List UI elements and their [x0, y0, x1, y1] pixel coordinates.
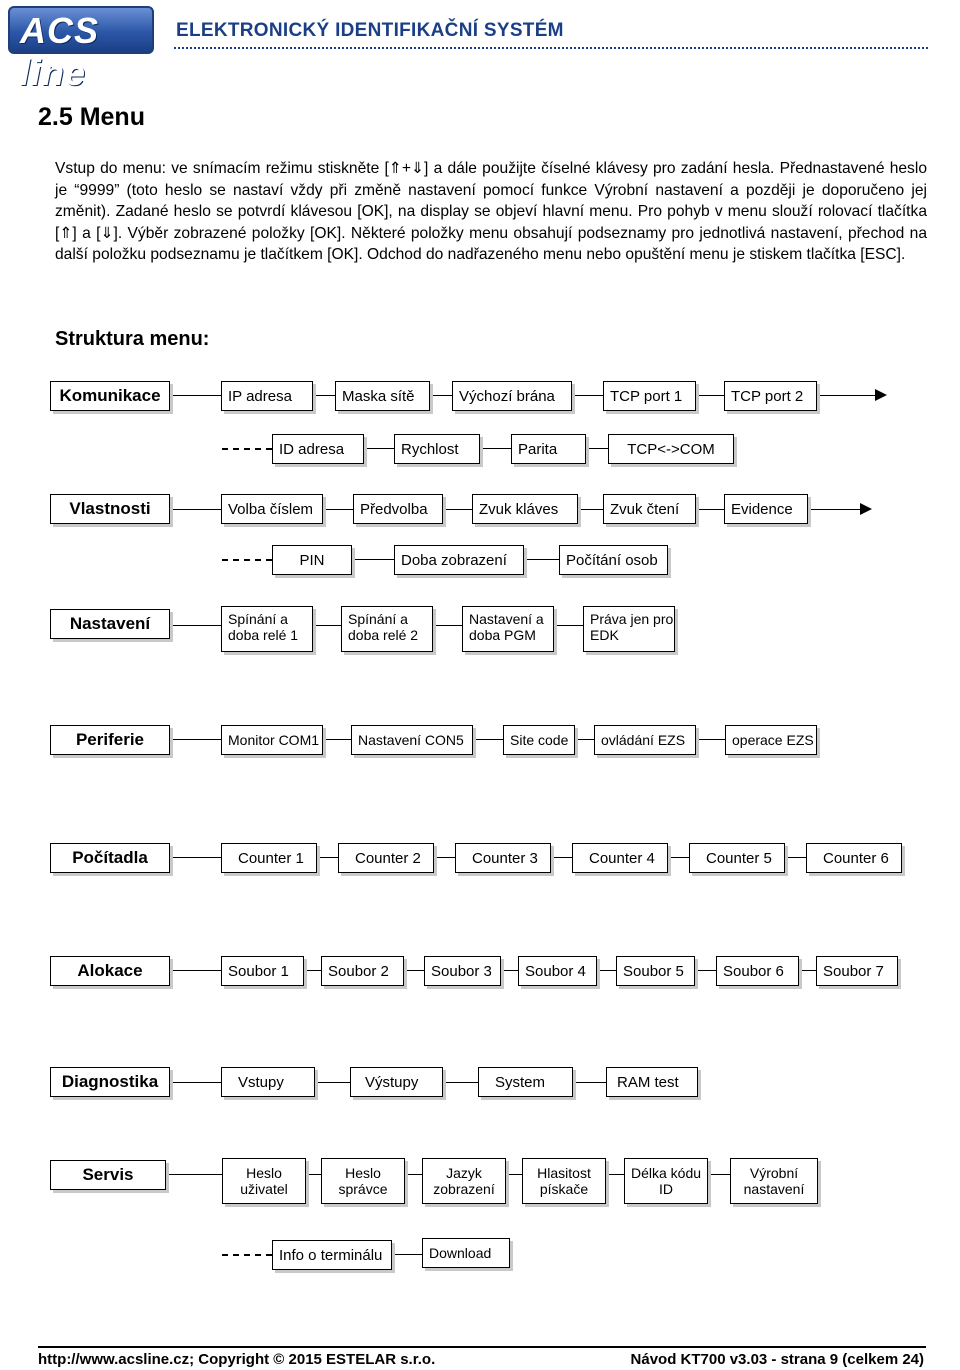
submenu-item: Spínání a doba relé 1 [221, 606, 313, 652]
submenu-item: Hlasitost pískače [522, 1158, 606, 1204]
submenu-item: Download [422, 1238, 510, 1268]
submenu-item: Counter 2 [338, 843, 434, 873]
submenu-item: Soubor 5 [616, 956, 695, 986]
acs-logo [8, 6, 154, 93]
submenu-item: TCP port 1 [603, 381, 696, 411]
submenu-item: ID adresa [272, 434, 364, 464]
submenu-item: Counter 3 [455, 843, 551, 873]
submenu-item: RAM test [606, 1067, 698, 1097]
submenu-item: Nastavení a doba PGM [462, 606, 554, 652]
submenu-item: Výstupy [350, 1067, 443, 1097]
submenu-item: Evidence [724, 494, 808, 524]
submenu-item: Zvuk čtení [603, 494, 696, 524]
menu-vlastnosti: Vlastnosti [50, 494, 170, 524]
intro-paragraph: Vstup do menu: ve snímacím režimu stiskněte [⇑+⇓] a dále použijte číselné klávesy pro zadání hesla. Přednastavené heslo je “9999” (toto heslo se nastaví vždy při změně nastavení pomocí funkce Výrobní nastavení a později je doporučeno jej změnit). Zadané heslo se potvrdí klávesou [OK], na display se objeví hlavní menu. Pro pohyb v menu slouží rolovací tlačítka [⇑] a [⇓]. Výběr zobrazené položky [OK]. Některé položky menu obsahují podseznamy pro jednotlivá nastavení, přechod na další položku podseznamu je tlačítkem [OK]. Odchod do nadřazeného menu nebo opuštění menu je stiskem tlačítka [ESC]. [55, 160, 927, 264]
submenu-item: Soubor 6 [716, 956, 799, 986]
submenu-item: PIN [272, 545, 352, 575]
menu-pocitadla: Počítadla [50, 843, 170, 873]
submenu-item: Práva jen pro EDK [583, 606, 675, 652]
dashed-connector [222, 448, 272, 450]
submenu-item: Heslo uživatel [222, 1158, 306, 1204]
submenu-item: IP adresa [221, 381, 313, 411]
submenu-item: Doba zobrazení [394, 545, 524, 575]
submenu-item: Soubor 3 [424, 956, 501, 986]
submenu-item: Spínání a doba relé 2 [341, 606, 433, 652]
submenu-item: Counter 1 [221, 843, 317, 873]
dashed-connector [222, 1254, 272, 1256]
submenu-item: Parita [511, 434, 586, 464]
submenu-item: Counter 5 [689, 843, 785, 873]
submenu-item: ovládání EZS [594, 725, 696, 755]
submenu-item: Heslo správce [321, 1158, 405, 1204]
menu-alokace: Alokace [50, 956, 170, 986]
logo-text: ACS line [20, 10, 100, 93]
submenu-item: Soubor 4 [518, 956, 597, 986]
submenu-item: System [478, 1067, 573, 1097]
submenu-item: Výrobní nastavení [730, 1158, 818, 1204]
submenu-item: Soubor 1 [221, 956, 304, 986]
submenu-item: Nastavení CON5 [351, 725, 473, 755]
footer-divider [38, 1346, 926, 1348]
submenu-item: Jazyk zobrazení [422, 1158, 506, 1204]
arrow-right-icon [860, 503, 872, 515]
submenu-item: Site code [503, 725, 575, 755]
header-title: ELEKTRONICKÝ IDENTIFIKAČNÍ SYSTÉM [176, 20, 564, 41]
submenu-item: Soubor 7 [816, 956, 898, 986]
submenu-item: Volba číslem [221, 494, 323, 524]
submenu-item: Výchozí brána [452, 381, 572, 411]
submenu-item: Vstupy [221, 1067, 315, 1097]
submenu-item: TCP<->COM [608, 434, 734, 464]
submenu-item: Počítání osob [559, 545, 668, 575]
submenu-item: Soubor 2 [321, 956, 404, 986]
submenu-item: Counter 6 [806, 843, 902, 873]
structure-title: Struktura menu: [55, 328, 210, 350]
arrow-right-icon [875, 389, 887, 401]
menu-periferie: Periferie [50, 725, 170, 755]
submenu-item: Info o terminálu [272, 1240, 392, 1270]
submenu-item: Rychlost [394, 434, 480, 464]
footer-copyright: http://www.acsline.cz; Copyright © 2015 ESTELAR s.r.o. [38, 1351, 436, 1368]
submenu-item: Monitor COM1 [221, 725, 323, 755]
header-divider [174, 47, 928, 49]
dashed-connector [222, 559, 272, 561]
submenu-item: Counter 4 [572, 843, 668, 873]
submenu-item: Maska sítě [335, 381, 430, 411]
section-title: 2.5 Menu [38, 103, 145, 131]
footer-page-info: Návod KT700 v3.03 - strana 9 (celkem 24) [630, 1351, 924, 1368]
submenu-item: Délka kódu ID [624, 1158, 708, 1204]
menu-diagnostika: Diagnostika [50, 1067, 170, 1097]
submenu-item: Předvolba [353, 494, 443, 524]
menu-servis: Servis [50, 1160, 166, 1190]
submenu-item: operace EZS [725, 725, 817, 755]
menu-komunikace: Komunikace [50, 381, 170, 411]
submenu-item: Zvuk kláves [472, 494, 578, 524]
menu-nastaveni: Nastavení [50, 609, 170, 639]
submenu-item: TCP port 2 [724, 381, 817, 411]
